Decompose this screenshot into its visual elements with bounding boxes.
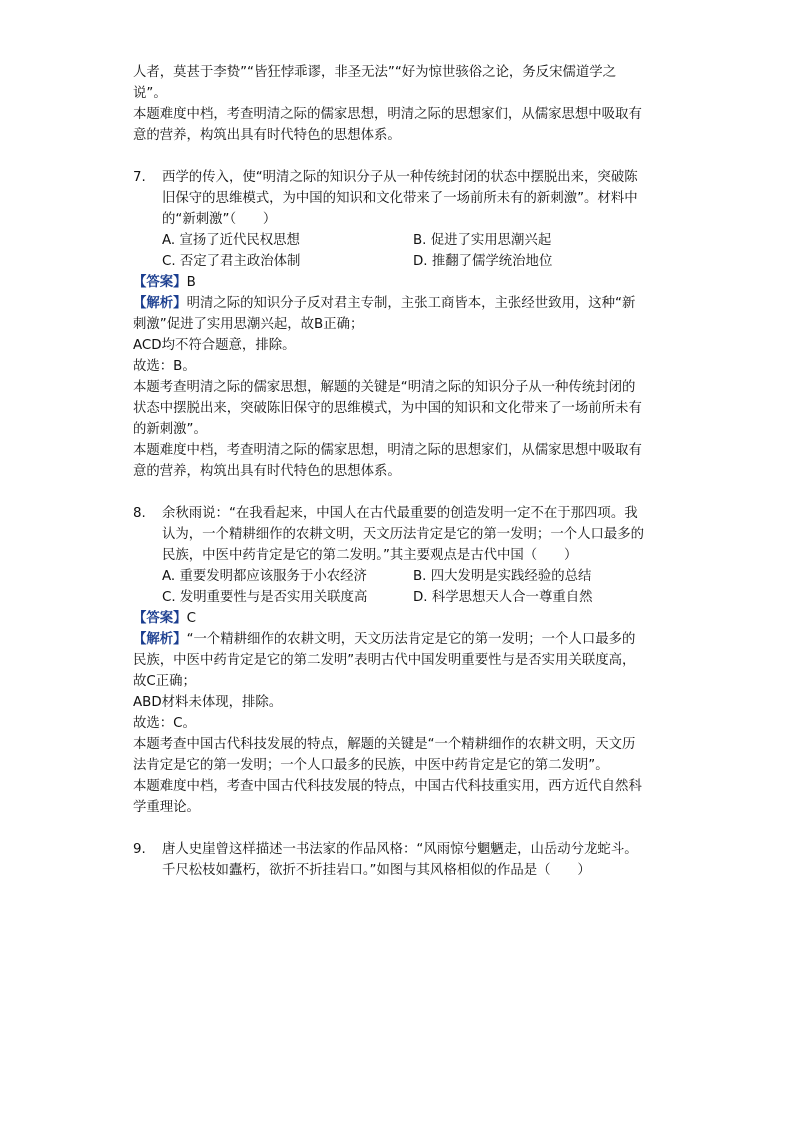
answer-tag: 【答案】: [133, 275, 187, 290]
question-stem-line: 余秋雨说：“在我看起来，中国人在古代最重要的创造发明一定不在于那四项。我: [162, 506, 638, 521]
analysis-line: 意的营养，构筑出具有时代特色的思想体系。: [133, 464, 401, 479]
analysis-line: [133, 629, 635, 650]
analysis-line: 本题考查明清之际的儒家思想，解题的关键是“明清之际的知识分子从一种传统封闭的: [133, 380, 636, 395]
option-b: B. 促进了实用思潮兴起: [413, 233, 552, 248]
question-stem-line: 千尺松枝如蠹朽，欲折不折挂岩口。”如图与其风格相似的作品是（ ）: [162, 863, 591, 878]
intro-line: 本题难度中档，考查明清之际的儒家思想，明清之际的思想家们，从儒家思想中吸取有: [133, 107, 642, 122]
analysis-text: “一个精耕细作的农耕文明，天文历法肯定是它的第一发明；一个人口最多的: [186, 632, 636, 647]
option-a: A. 宣扬了近代民权思想: [162, 233, 300, 248]
analysis-line: 刺激”促进了实用思潮兴起，故B正确；: [133, 317, 364, 332]
analysis-line: ACD均不符合题意，排除。: [133, 338, 296, 353]
analysis-text: 明清之际的知识分子反对君主专制，主张工商皆本，主张经世致用，这种“新: [186, 296, 636, 311]
question-number: 9.: [133, 842, 146, 857]
intro-line: 意的营养，构筑出具有时代特色的思想体系。: [133, 128, 401, 143]
analysis-line: 故选：B。: [133, 359, 196, 374]
option-c: C. 发明重要性与是否实用关联度高: [162, 590, 368, 605]
analysis-line: 状态中摆脱出来，突破陈旧保守的思维模式，为中国的知识和文化带来了一场前所未有: [133, 401, 642, 416]
question-stem-line: 唐人史崖曾这样描述一书法家的作品风格：“风雨惊兮魍魉走，山岳动兮龙蛇斗。: [162, 842, 638, 857]
question-stem-line: 民族，中医中药肯定是它的第二发明。”其主要观点是古代中国（ ）: [162, 548, 578, 563]
answer-line: [133, 272, 196, 293]
question-stem-line: 西学的传入，使“明清之际的知识分子从一种传统封闭的状态中摆脱出来，突破陈: [162, 170, 638, 185]
question-stem-line: 的“新刺激”（ ）: [162, 212, 277, 227]
question-number: 8.: [133, 506, 146, 521]
option-c: C. 否定了君主政治体制: [162, 254, 301, 269]
option-b: B. 四大发明是实践经验的总结: [413, 569, 592, 584]
option-a: A. 重要发明都应该服务于小农经济: [162, 569, 367, 584]
analysis-line: 学重理论。: [133, 800, 200, 815]
answer-line: [133, 608, 196, 629]
analysis-tag: 【解析】: [133, 296, 187, 311]
analysis-line: 的新刺激”。: [133, 422, 207, 437]
analysis-line: [133, 293, 635, 314]
analysis-tag: 【解析】: [133, 632, 187, 647]
intro-line: 说”。: [133, 86, 167, 101]
answer-value: C: [186, 611, 196, 626]
intro-line: 人者，莫甚于李贽”“皆狂悖乖谬，非圣无法”“好为惊世骇俗之论，务反宋儒道学之: [133, 65, 617, 80]
analysis-line: 民族，中医中药肯定是它的第二发明”表明古代中国发明重要性与是否实用关联度高，: [133, 653, 636, 668]
analysis-line: 故选：C。: [133, 716, 196, 731]
analysis-line: 本题难度中档，考查明清之际的儒家思想，明清之际的思想家们，从儒家思想中吸取有: [133, 443, 642, 458]
answer-tag: 【答案】: [133, 611, 187, 626]
option-d: D. 科学思想天人合一尊重自然: [413, 590, 593, 605]
question-stem-line: 认为，一个精耕细作的农耕文明，天文历法肯定是它的第一发明；一个人口最多的: [162, 527, 645, 542]
analysis-line: 本题难度中档，考查中国古代科技发展的特点，中国古代科技重实用，西方近代自然科: [133, 779, 642, 794]
option-d: D. 推翻了儒学统治地位: [413, 254, 553, 269]
answer-value: B: [186, 275, 196, 290]
analysis-line: 法肯定是它的第一发明；一个人口最多的民族，中医中药肯定是它的第二发明”。: [133, 758, 609, 773]
question-stem-line: 旧保守的思维模式，为中国的知识和文化带来了一场前所未有的新刺激”。材料中: [162, 191, 638, 206]
analysis-line: ABD材料未体现，排除。: [133, 695, 283, 710]
analysis-line: 故C正确；: [133, 674, 196, 689]
question-number: 7.: [133, 170, 146, 185]
analysis-line: 本题考查中国古代科技发展的特点，解题的关键是“一个精耕细作的农耕文明，天文历: [133, 737, 636, 752]
